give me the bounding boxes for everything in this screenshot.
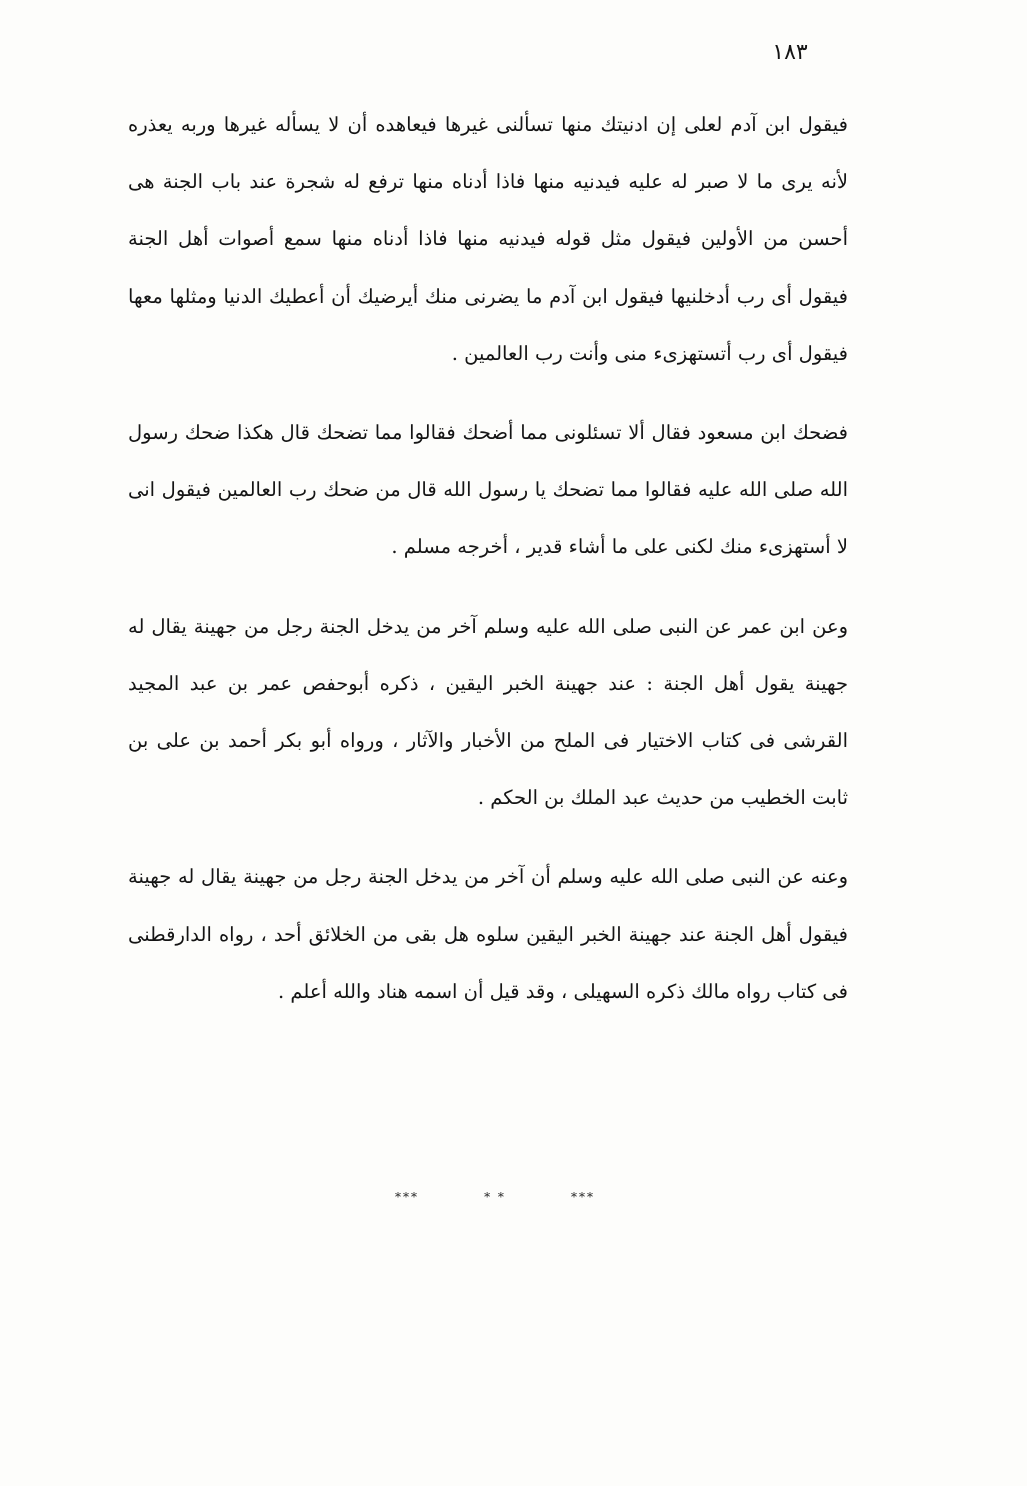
paragraph-4: وعنه عن النبى صلى الله عليه وسلم أن آخر من يدخل الجنة رجل من جهينة يقال له جهينة فيقول أهل الجنة عند جهينة الخبر اليقين سلوه هل بقى من الخلائق أحد ، رواه الدارقطنى فى كتاب رواه مالك ذكره السهيلى ، وقد قيل أن اسمه هناد والله أعلم . (128, 865, 848, 1003)
section-ornament (395, 1190, 595, 1204)
ornament-center: * * (484, 1190, 506, 1204)
ornament-right: *** (570, 1190, 595, 1204)
body-text (128, 96, 848, 1020)
ornament-left: *** (395, 1190, 419, 1204)
page-number: ١٨٣ (772, 40, 808, 65)
paragraph-2: فضحك ابن مسعود فقال ألا تسئلونى مما أضحك فقالوا مما تضحك قال هكذا ضحك رسول الله صلى الله عليه فقالوا مما تضحك يا رسول الله قال من ضحك رب العالمين فيقول انى لا أستهزىء منك لكنى على ما أشاء قدير ، أخرجه مسلم . (128, 421, 848, 559)
paragraph-1: فيقول ابن آدم لعلى إن ادنيتك منها تسألنى غيرها فيعاهده أن لا يسأله غيرها وربه يعذره لأنه يرى ما لا صبر له عليه فيدنيه منها فاذا أدناه منها ترفع له شجرة عند باب الجنة هى أحسن من الأولين فيقول مثل قوله فيدنيه منها فاذا أدناه منها سمع أصوات أهل الجنة فيقول أى رب أدخلنيها فيقول ابن آدم ما يضرنى منك أيرضيك أن أعطيك الدنيا ومثلها معها فيقول أى رب أتستهزىء منى وأنت رب العالمين . (128, 113, 848, 365)
paragraph-3: وعن ابن عمر عن النبى صلى الله عليه وسلم آخر من يدخل الجنة رجل من جهينة يقال له جهينة يقول أهل الجنة : عند جهينة الخبر اليقين ، ذكره أبوحفص عمر بن عبد المجيد القرشى فى كتاب الاختيار فى الملح من الأخبار والآثار ، ورواه أبو بكر أحمد بن على بن ثابت الخطيب من حديث عبد الملك بن الحكم . (128, 614, 848, 810)
